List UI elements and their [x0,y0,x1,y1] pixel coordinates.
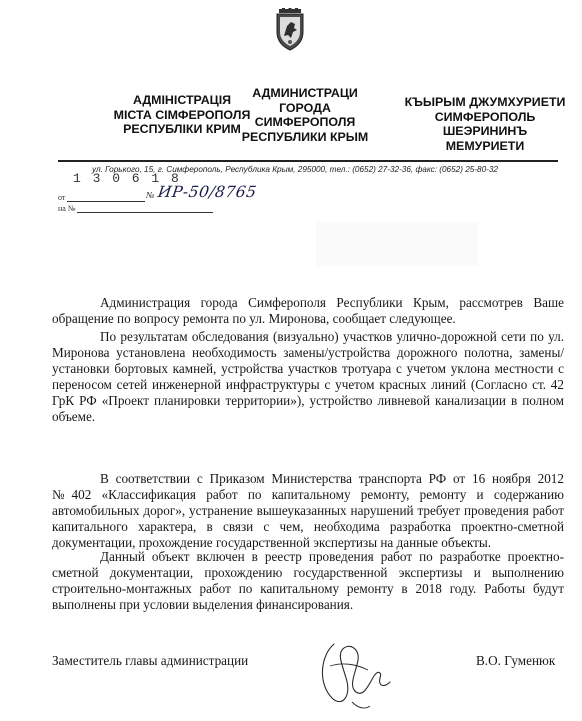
handwritten-signature [312,626,402,716]
paragraph-1 [52,295,564,327]
header-divider [58,160,558,162]
header-ua-line-3: РЕСПУБЛІКИ КРИМ [123,122,241,136]
paragraph-2 [52,329,564,424]
registration-number: ИР-50/8765 [156,183,258,201]
paragraph-4 [52,549,564,613]
paragraph-4-text: Данный объект включен в реестр проведения работ по разработке проектно-сметной документации, прохождению государственной экспертизы и выполнению строительно-монтажных работ по капитальному ремонту в 2018 году. Работы будут выполнены при условии выделения финансирования. [52,549,564,612]
header-ct-line-3: ШЕЭРИНИНЪ [442,124,528,138]
header-ct-line-1: КЪЫРЫМ ДЖУМХУРИЕТИ [404,95,566,109]
from-underline [67,192,145,202]
signer-position: Заместитель главы администрации [52,653,249,668]
header-ct-line-2: СИМФЕРОПОЛЬ [434,109,536,124]
paragraph-2-text: По результатам обследования (визуально) участков улично-дорожной сети по ул. Миронова установлена необходимость замены/устройства дорожного полотна, замены/установки бортовых камней, устройства участков тротуара с учетом уклона местности с переносом сетей инженерной инфраструктуры с учетом красных линий (Согласно ст. 42 ГрК РФ «Проект планировки территории»), устройство ливневой канализации в полном объеме. [52,329,564,424]
crimea-coat-of-arms-icon [272,8,308,52]
to-label: на № [58,204,76,213]
header-crimean-tatar [395,95,575,153]
header-ua-line-1: АДМІНІСТРАЦІЯ [132,93,232,107]
header-address: ул. Горького, 15, г. Симферополь, Республика Крым, 295000, тел.: (0652) 27-32-36, факс: (0652) 25-80-32 [92,165,498,174]
header-ru-line-1: АДМИНИСТРАЦИ [252,86,358,100]
date-stamp: 1 3 0 6 1 8 [73,171,181,186]
header-russian [230,86,380,144]
number-prefix: № [146,190,155,200]
header-ua-line-2: МІСТА СІМФЕРОПОЛЯ [113,107,251,122]
header-ct-line-4: МЕМУРИЕТИ [445,138,525,153]
reference-line [58,203,213,213]
paragraph-3-text: В соответствии с Приказом Министерства транспорта РФ от 16 ноября 2012 №402 «Классификация работ по капитальному ремонту, ремонту и содержанию автомобильных дорог», устранение вышеуказанных нарушений требует проведения работ капитального характера, в связи с чем, необходима разработка проектно-сметной документации, прохождение государственной экспертизы на данные объекты. [52,471,564,550]
signer-name: В.О. Гуменюк [476,653,556,668]
from-label: от [58,193,66,202]
paragraph-3 [52,471,564,551]
redacted-addressee [316,222,478,266]
header-ru-line-4: РЕСПУБЛИКИ КРЫМ [241,129,369,144]
to-underline [77,203,213,213]
header-ru-line-2: ГОРОДА [279,100,331,115]
paragraph-1-text: Администрация города Симферополя Республики Крым, рассмотрев Ваше обращение по вопросу ремонта по ул. Миронова, сообщает следующее. [52,295,564,326]
outgoing-date-line [58,192,145,202]
header-ru-line-3: СИМФЕРОПОЛЯ [254,115,356,129]
